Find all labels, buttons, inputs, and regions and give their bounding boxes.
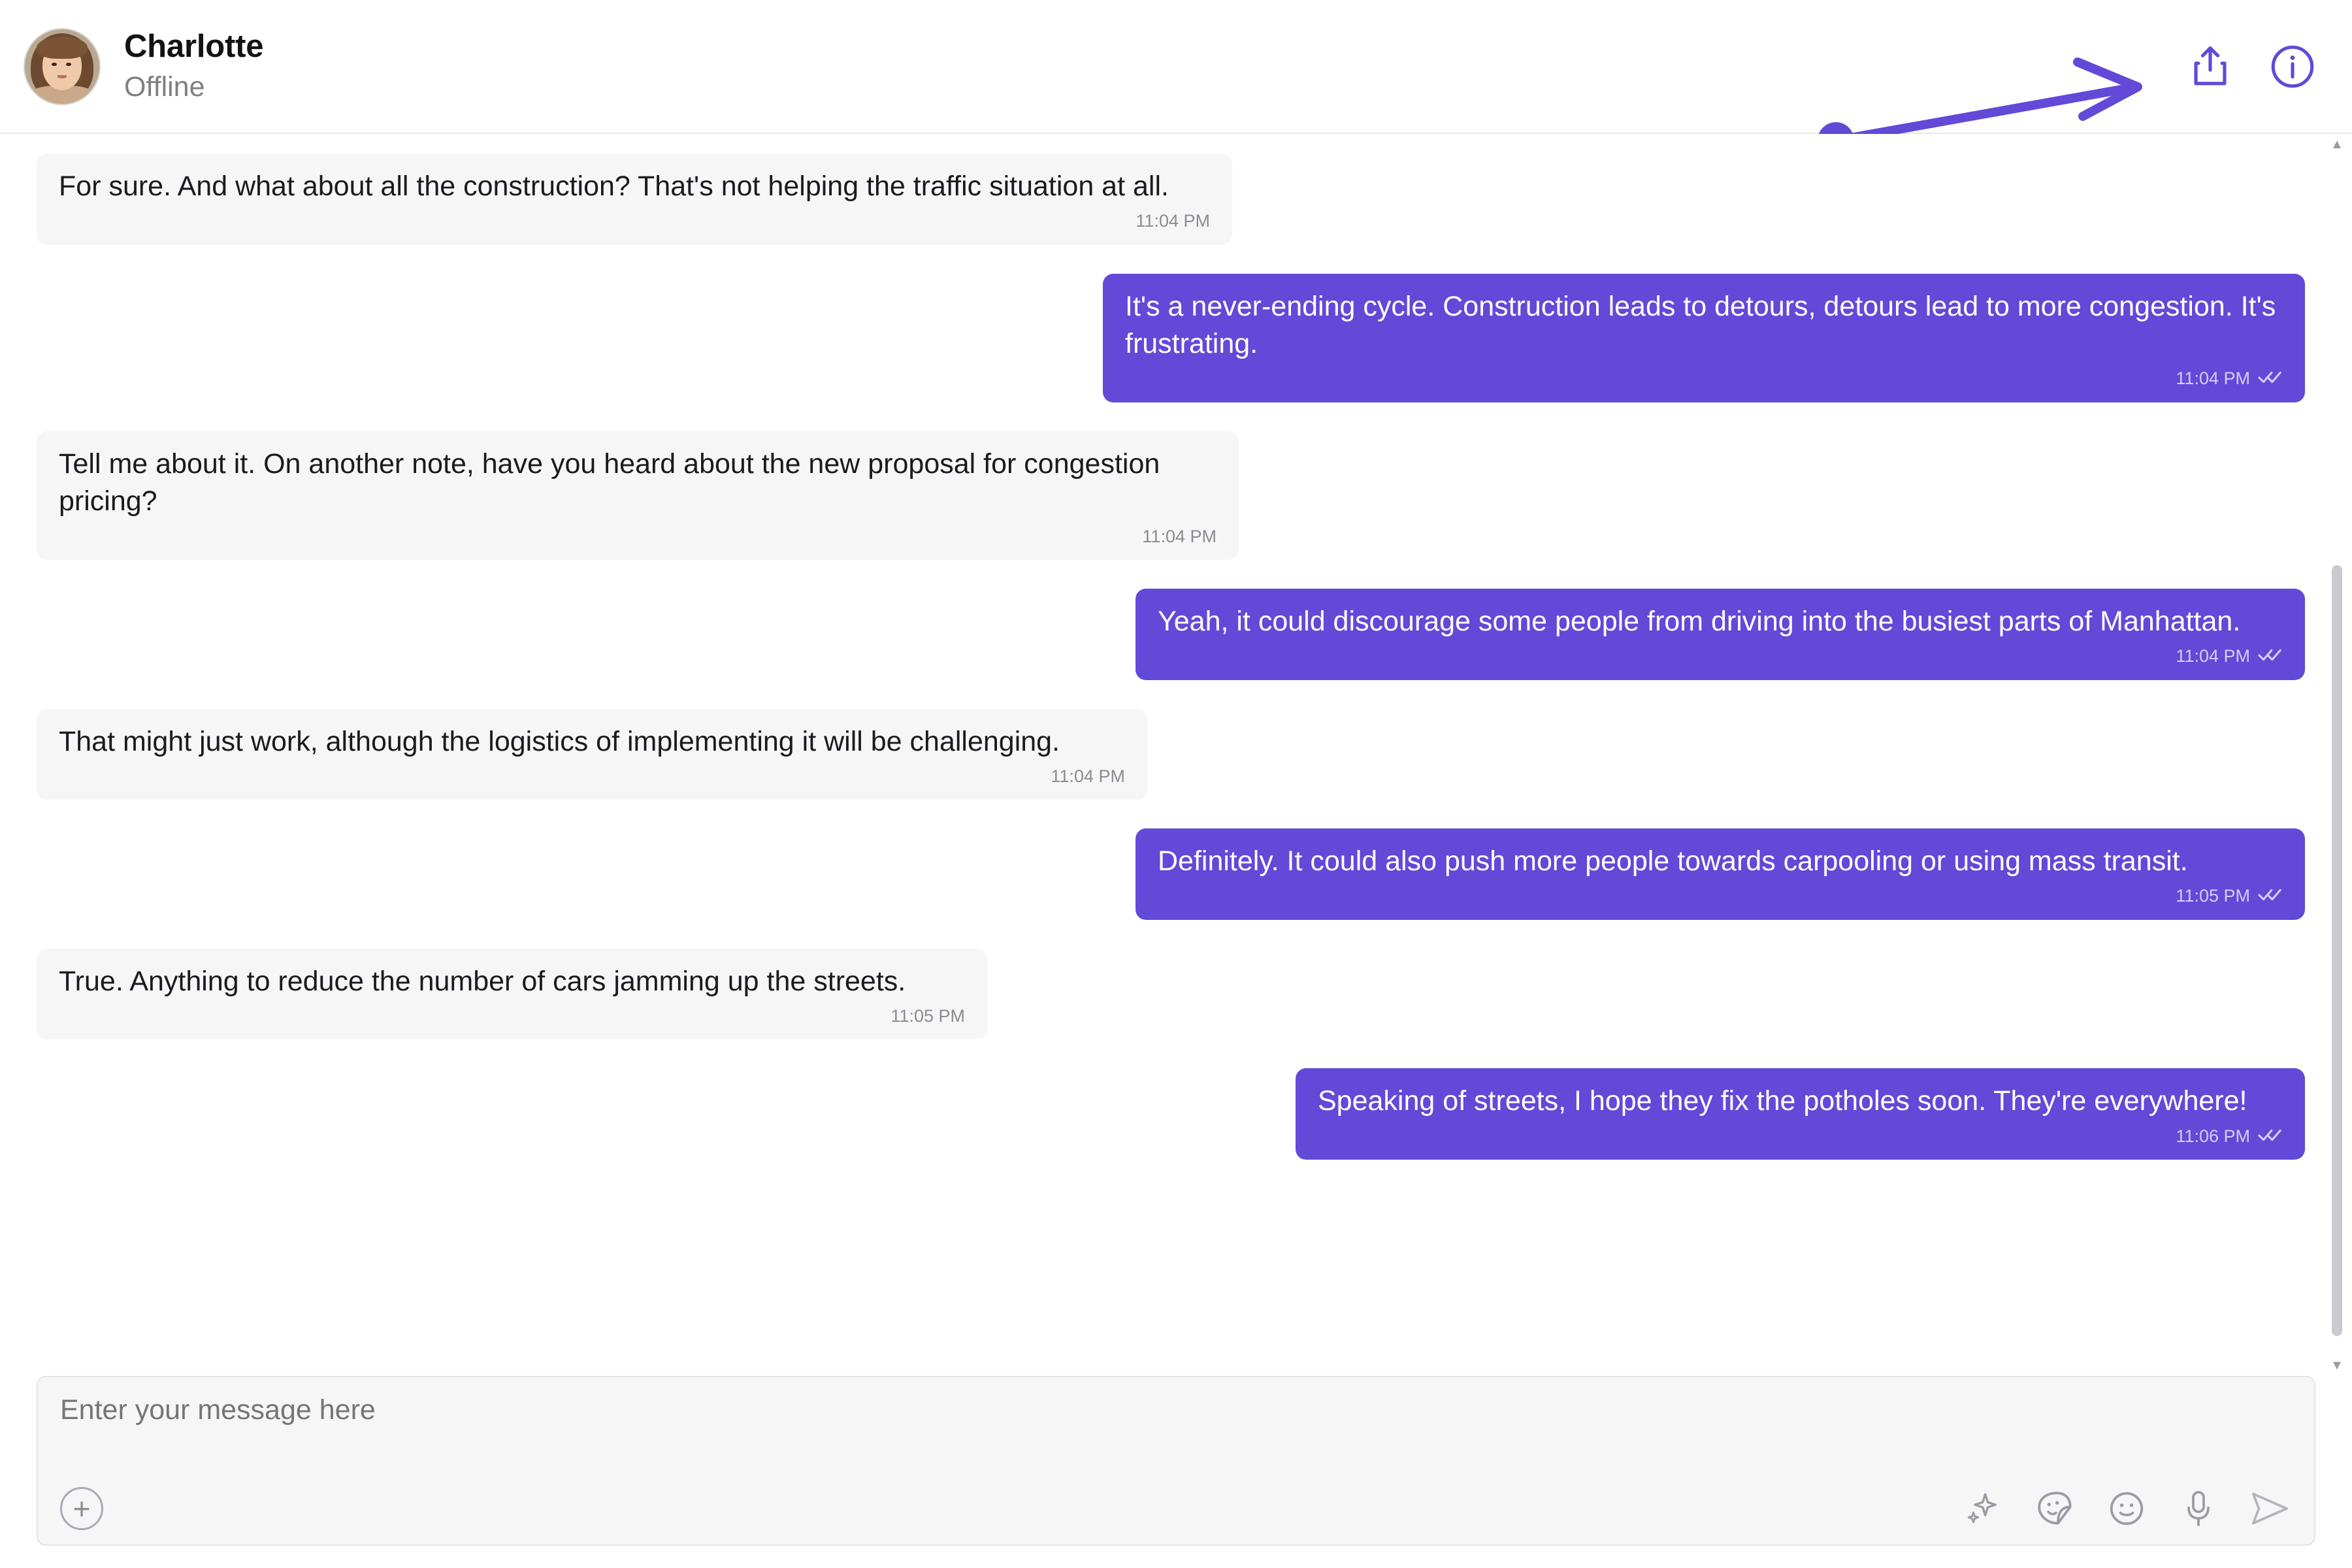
message-meta [1125, 366, 2283, 392]
message-text: That might just work, although the logistics of implementing it will be challenging. [59, 725, 1060, 757]
message-meta [1318, 1123, 2283, 1149]
annotation-arrow [0, 0, 2352, 134]
message-meta [59, 763, 1125, 789]
message-list [0, 134, 2352, 1376]
message-bubble-incoming[interactable] [37, 709, 1147, 800]
message-text: Speaking of streets, I hope they fix the potholes soon. They're everywhere! [1318, 1085, 2247, 1117]
share-button[interactable] [2186, 42, 2234, 91]
read-receipt-icon [2258, 369, 2283, 388]
message-row [37, 828, 2305, 920]
message-meta [1158, 644, 2283, 670]
message-row [37, 709, 2305, 800]
read-receipt-icon [2258, 647, 2283, 666]
contact-name: Charlotte [124, 29, 264, 65]
message-input[interactable] [60, 1394, 2292, 1426]
scroll-down-arrow[interactable]: ▼ [2330, 1358, 2344, 1373]
conversation-header [0, 0, 2352, 134]
message-bubble-outgoing[interactable] [1103, 274, 2305, 402]
message-text: Definitely. It could also push more people towards carpooling or using mass transit. [1158, 845, 2188, 877]
message-time: 11:04 PM [1051, 766, 1125, 786]
add-attachment-button[interactable]: + [60, 1487, 103, 1530]
message-text: Tell me about it. On another note, have you heard about the new proposal for congestion pricing? [59, 448, 1168, 517]
scroll-thumb[interactable] [2332, 565, 2342, 1336]
send-button[interactable] [2249, 1487, 2292, 1530]
composer-toolbar [60, 1487, 2292, 1530]
contact-status: Offline [124, 71, 205, 103]
message-time: 11:04 PM [1142, 526, 1217, 546]
read-receipt-icon [2258, 887, 2283, 906]
message-time: 11:06 PM [2176, 1126, 2250, 1146]
emoji-icon [2107, 1489, 2146, 1528]
sparkle-button[interactable] [1961, 1487, 2004, 1530]
message-list-scrollbar[interactable] [2328, 134, 2345, 1376]
message-row [37, 154, 2305, 245]
message-time: 11:04 PM [1135, 211, 1210, 231]
message-text: True. Anything to reduce the number of cars jamming up the streets. [59, 965, 906, 997]
message-time: 11:05 PM [890, 1005, 965, 1026]
message-meta [59, 208, 1210, 235]
avatar-fringe [37, 37, 88, 59]
contact-avatar[interactable] [24, 28, 101, 105]
microphone-icon [2181, 1489, 2215, 1528]
message-meta [59, 523, 1217, 549]
message-time: 11:05 PM [2176, 886, 2250, 906]
info-circle-icon [2270, 44, 2315, 89]
message-bubble-incoming[interactable] [37, 431, 1239, 560]
sticker-icon [2035, 1489, 2074, 1528]
message-row [37, 1068, 2305, 1160]
message-time: 11:04 PM [2176, 368, 2250, 389]
info-button[interactable] [2268, 42, 2317, 91]
message-bubble-incoming[interactable] [37, 949, 987, 1040]
message-bubble-incoming[interactable] [37, 154, 1232, 245]
message-row [37, 589, 2305, 680]
message-composer [37, 1376, 2315, 1546]
contact-identity [124, 29, 263, 103]
message-bubble-outgoing[interactable] [1135, 589, 2305, 680]
message-row [37, 431, 2305, 560]
header-actions [2186, 42, 2317, 91]
message-bubble-outgoing[interactable] [1296, 1068, 2305, 1160]
message-text: For sure. And what about all the construction? That's not helping the traffic situation at all. [59, 171, 1169, 202]
message-list-container [0, 134, 2352, 1376]
message-meta [1158, 883, 2283, 909]
message-text: It's a never-ending cycle. Construction leads to detours, detours lead to more congestion. It's frustrating. [1125, 290, 2284, 360]
share-icon [2190, 44, 2230, 89]
sticker-button[interactable] [2033, 1487, 2076, 1530]
message-text: Yeah, it could discourage some people from driving into the busiest parts of Manhattan. [1158, 606, 2241, 638]
message-row [37, 274, 2305, 402]
scroll-up-arrow[interactable]: ▲ [2330, 137, 2344, 152]
message-meta [59, 1003, 965, 1029]
message-bubble-outgoing[interactable] [1135, 828, 2305, 920]
microphone-button[interactable] [2177, 1487, 2220, 1530]
composer-icon-group [1961, 1487, 2292, 1530]
send-icon [2249, 1489, 2292, 1528]
sparkle-icon [1964, 1490, 2002, 1527]
emoji-button[interactable] [2105, 1487, 2148, 1530]
message-time: 11:04 PM [2176, 646, 2250, 666]
read-receipt-icon [2258, 1127, 2283, 1146]
avatar-mouth [57, 75, 67, 78]
message-row [37, 949, 2305, 1040]
